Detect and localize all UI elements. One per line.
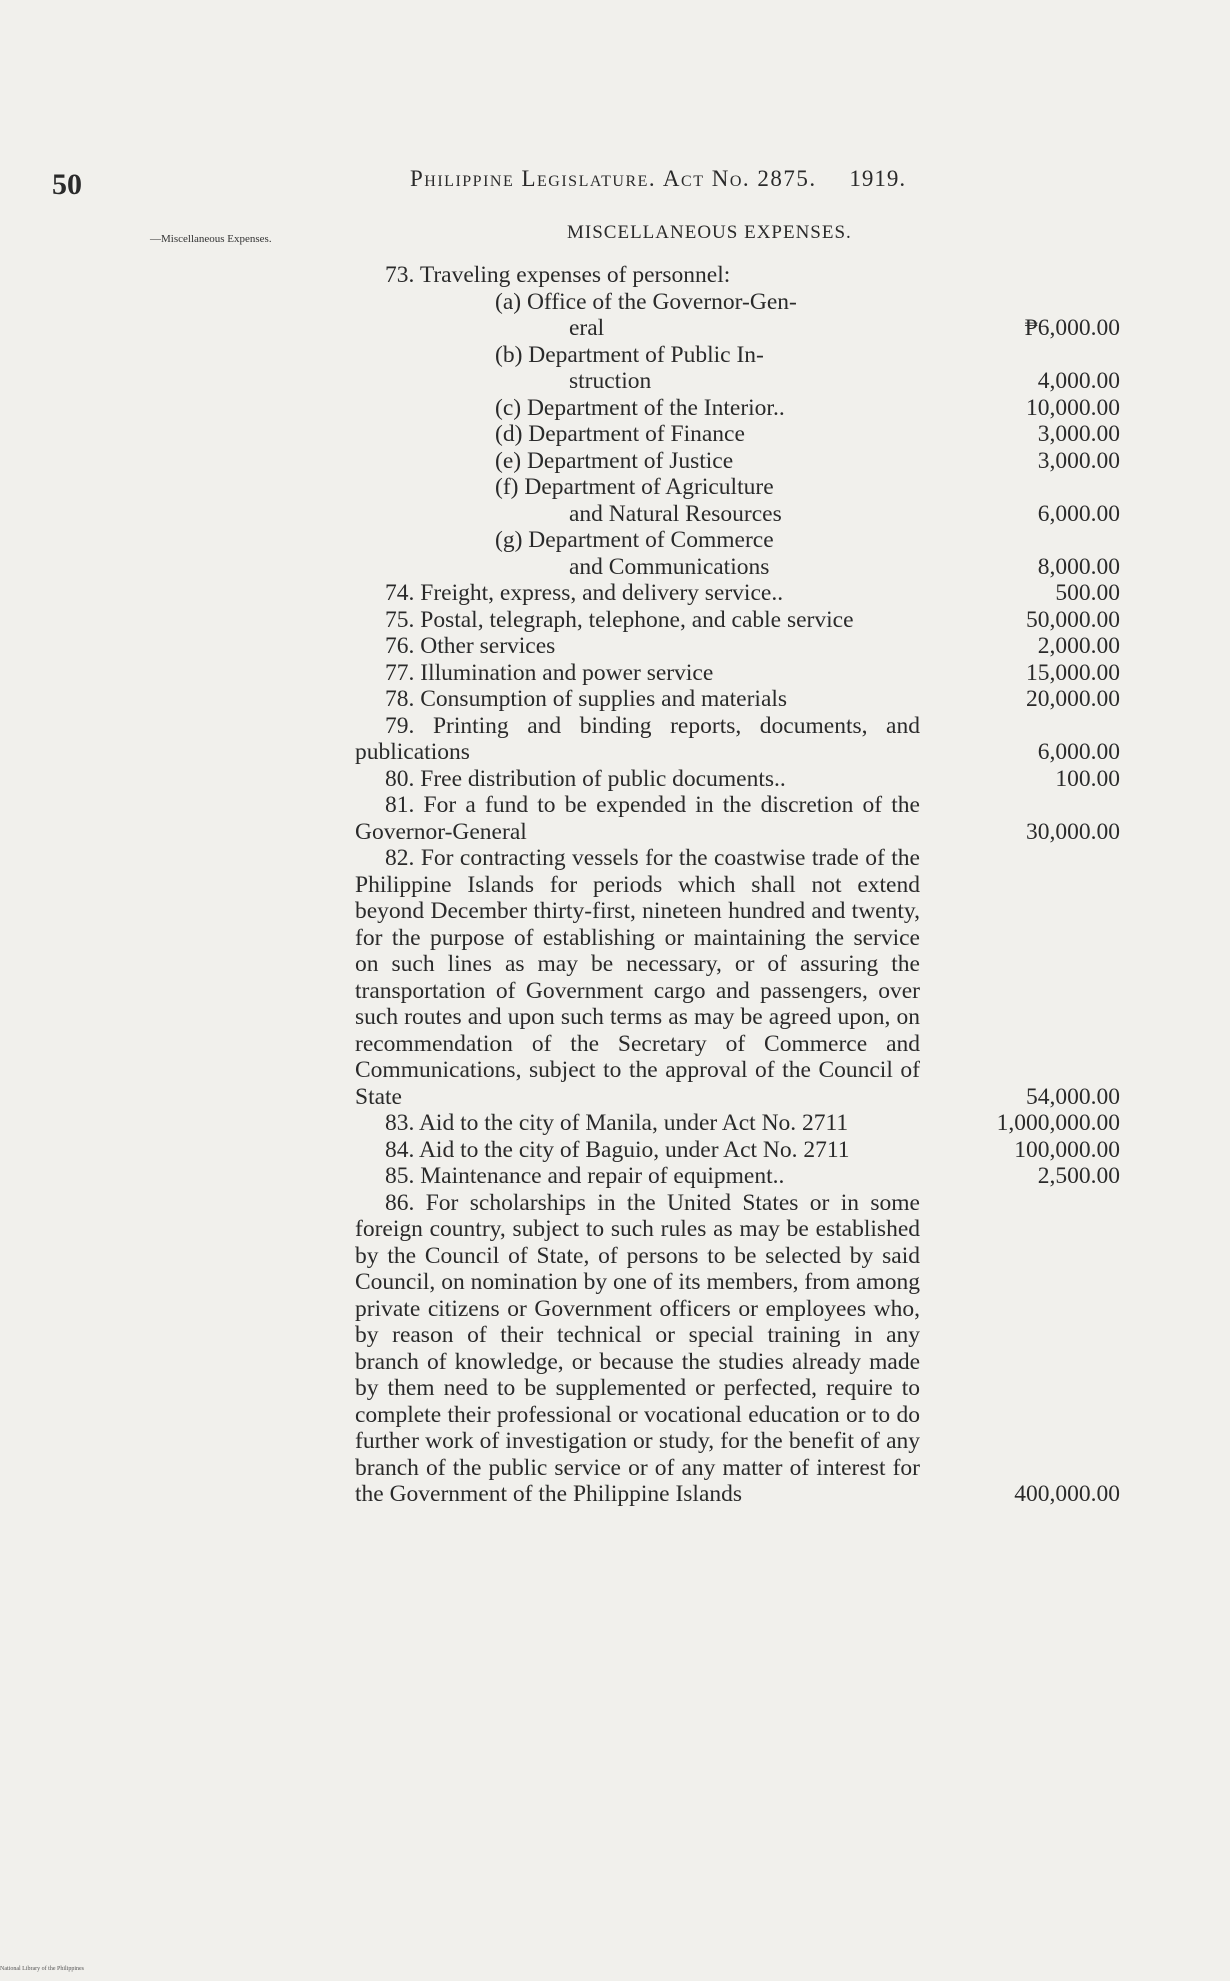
item-row	[355, 527, 1120, 580]
item-amount: 54,000.00	[1026, 1083, 1120, 1110]
item-text	[355, 421, 920, 448]
item-text: 73. Traveling expenses of personnel:	[385, 262, 731, 288]
item-text: 85. Maintenance and repair of equipment..	[385, 1163, 785, 1189]
item-row	[355, 342, 1120, 395]
item-amount: 2,000.00	[1037, 633, 1120, 659]
subitem-label: (d) Department of Finance	[495, 421, 745, 447]
item-amount: 20,000.00	[1026, 686, 1120, 712]
item-row	[355, 1190, 1120, 1508]
footer-note: National Library of the Philippines	[0, 1966, 84, 1972]
subitem-label: (e) Department of Justice	[495, 447, 734, 474]
item-row	[355, 1110, 1120, 1137]
item-row	[355, 448, 1120, 475]
item-row	[355, 1163, 1120, 1190]
item-text: 80. Free distribution of public documents..	[385, 765, 786, 792]
item-text	[355, 448, 920, 475]
item-row	[355, 633, 1120, 660]
subitem-label: (c) Department of the Interior..	[495, 394, 785, 421]
subitem-label: (b) Department of Public In-	[495, 341, 764, 368]
item-text: 81. For a fund to be expended in the discretion of the Governor-General	[355, 792, 920, 845]
item-amount: 4,000.00	[1037, 368, 1120, 394]
act-label: Act No. 2875.	[662, 166, 817, 191]
running-title: Philippine Legislature.	[410, 166, 657, 191]
page-number: 50	[52, 168, 82, 201]
item-amount: 3,000.00	[1037, 447, 1120, 474]
year: 1919.	[849, 166, 907, 191]
item-row	[355, 660, 1120, 687]
item-row	[355, 421, 1120, 448]
item-row	[355, 845, 1120, 1110]
running-head	[410, 166, 906, 192]
item-amount: 8,000.00	[1037, 553, 1120, 580]
item-text: 76. Other services	[385, 633, 556, 659]
item-row	[355, 686, 1120, 713]
item-text: 78. Consumption of supplies and materials	[385, 686, 788, 712]
item-row	[355, 766, 1120, 793]
item-row	[355, 1137, 1120, 1164]
item-amount: 15,000.00	[1026, 659, 1120, 686]
item-amount: 3,000.00	[1037, 421, 1120, 447]
item-row	[355, 713, 1120, 766]
item-text	[355, 395, 920, 422]
subitem-label: (f) Department of Agriculture	[495, 474, 774, 500]
item-text: 84. Aid to the city of Baguio, under Act No. 2711	[385, 1136, 850, 1163]
subitem-continuation: eral	[569, 315, 605, 341]
item-amount: 2,500.00	[1037, 1163, 1120, 1189]
item-row	[355, 474, 1120, 527]
item-amount: 400,000.00	[1014, 1481, 1120, 1507]
item-amount: 6,000.00	[1037, 739, 1120, 765]
item-row	[355, 607, 1120, 634]
appropriation-items	[355, 262, 1120, 1508]
item-row	[355, 580, 1120, 607]
item-row	[355, 792, 1120, 845]
item-text	[355, 474, 920, 527]
item-text	[355, 527, 920, 580]
item-amount: 10,000.00	[1026, 394, 1120, 421]
item-text	[355, 289, 920, 342]
item-text: 79. Printing and binding reports, documents, and publications	[355, 712, 920, 765]
item-row	[355, 395, 1120, 422]
subitem-label: (g) Department of Commerce	[495, 527, 774, 553]
item-text: 75. Postal, telegraph, telephone, and cable service	[385, 606, 854, 633]
item-amount: 100.00	[1055, 765, 1120, 792]
item-amount: 1,000,000.00	[996, 1110, 1120, 1136]
item-amount: 6,000.00	[1037, 500, 1120, 527]
subitem-continuation: and Communications	[569, 553, 770, 580]
item-amount: 100,000.00	[1014, 1136, 1120, 1163]
margin-note: —Miscellaneous Expenses.	[150, 233, 272, 245]
item-text: 82. For contracting vessels for the coastwise trade of the Philippine Islands for periods which shall not extend beyond December thirty-first, nineteen hundred and twenty, for the purpose of establishing or maintaining the service on such lines as may be necessary, or of assuring the transportation of Government cargo and passengers, over such routes and upon such terms as may be agreed upon, on recommendation of the Secretary of Commerce and Communications, subject to the approval of the Council of State	[355, 845, 920, 1110]
item-amount: 30,000.00	[1026, 818, 1120, 845]
item-row	[355, 262, 1120, 289]
subitem-label: (a) Office of the Governor-Gen-	[495, 288, 797, 315]
subitem-continuation: and Natural Resources	[569, 500, 782, 527]
item-text: 86. For scholarships in the United States or in some foreign country, subject to such rules as may be established by the Council of State, of persons to be selected by said Council, on nomination by one of its members, from among private citizens or Government officers or employees who, by reason of their technical or special training in any branch of knowledge, or because the studies already made by them need to be supplemented or perfected, require to complete their professional or vocational education or to do further work of investigation or study, for the benefit of any branch of the public service or of any matter of interest for the Government of the Philippine Islands	[355, 1189, 920, 1507]
item-amount: 50,000.00	[1026, 606, 1120, 633]
item-row	[355, 289, 1120, 342]
item-amount: ₱6,000.00	[1024, 315, 1120, 341]
item-text: 74. Freight, express, and delivery service..	[385, 580, 784, 606]
item-text: 77. Illumination and power service	[385, 659, 714, 686]
subitem-continuation: struction	[569, 368, 652, 394]
item-text	[355, 342, 920, 395]
item-amount: 500.00	[1055, 580, 1120, 606]
item-text: 83. Aid to the city of Manila, under Act No. 2711	[385, 1110, 849, 1136]
section-heading: MISCELLANEOUS EXPENSES.	[567, 222, 852, 243]
